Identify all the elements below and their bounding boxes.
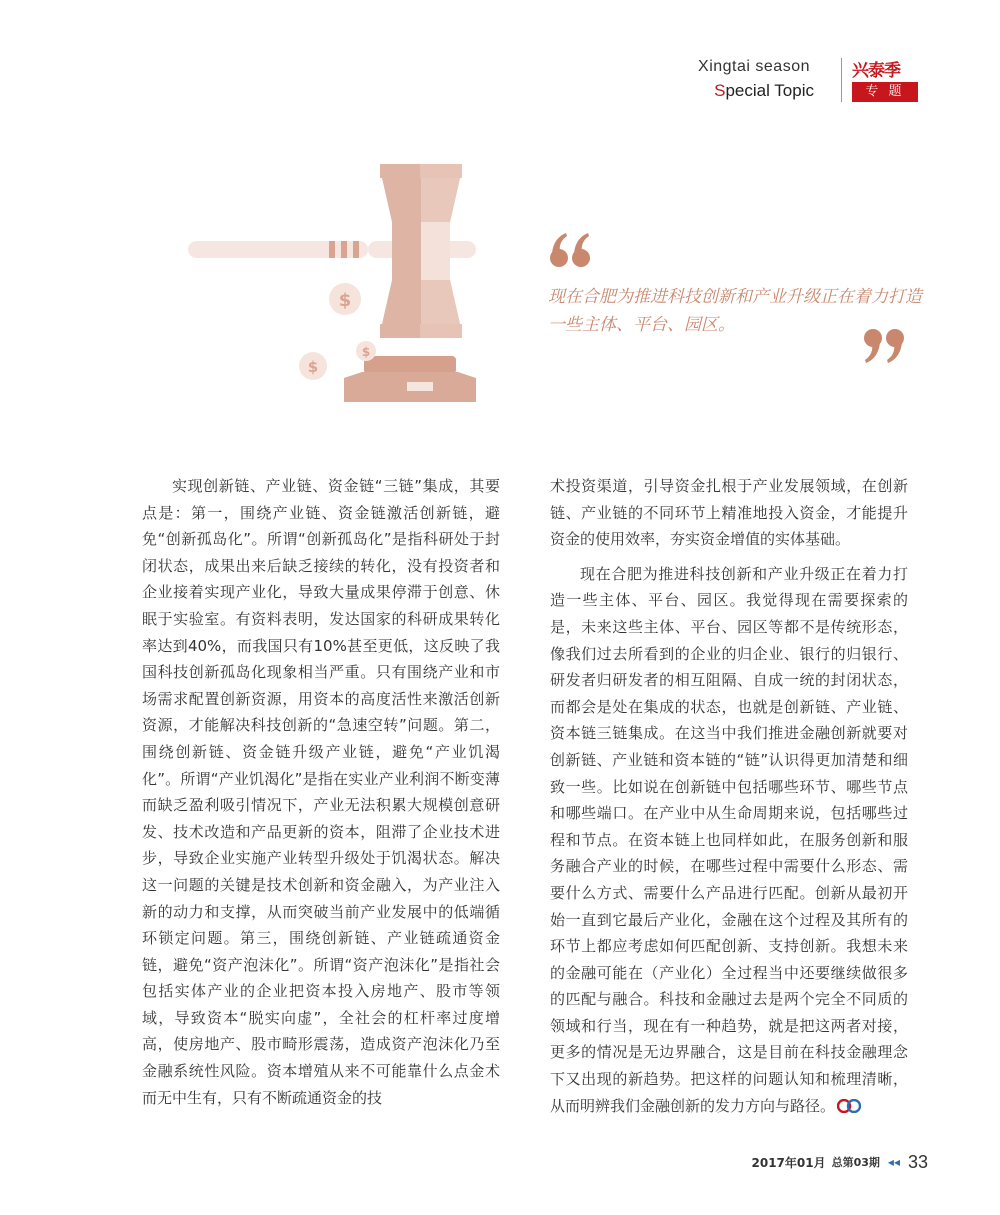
end-of-article-icon — [837, 1099, 861, 1113]
gavel-illustration — [180, 160, 490, 410]
issue-number: 总第03期 — [831, 1156, 880, 1169]
section-title-en — [714, 81, 814, 101]
section-title-first-letter: S — [714, 81, 726, 100]
page-header — [658, 56, 918, 106]
handle-stripe — [329, 241, 335, 258]
sound-block-top — [364, 356, 456, 374]
section-title-rest: pecial Topic — [725, 81, 814, 100]
handle-stripe — [341, 241, 347, 258]
article-paragraph: 实现创新链、产业链、资金链“三链”集成，其要点是：第一，围绕产业链、资金链激活创新链，避免“创新孤岛化”。所谓“创新孤岛化”是指科研处于封闭状态，成果出来后缺乏接续的转化，没有投资者和企业接着实现产业化，导致大量成果停滞于创意、休眠于实验室。有资料表明，发达国家的科研成果转化率达到40%，而我国只有10%甚至更低，这反映了我国科技创新孤岛化现象相当严重。只有围绕产业和市场需求配置创新资源，用资本的高度活性来激活创新资源，才能解决科技创新的“急速空转”问题。第二，围绕创新链、资金链升级产业链，避免“产业饥渴化”。所谓“产业饥渴化”是指在实业产业利润不断变薄而缺乏盈利吸引情况下，产业无法积累大规模创意研发、技术改造和产品更新的资本，阻滞了企业技术进步，导致企业实施产业转型升级处于饥渴状态。解决这一问题的关键是技术创新和资金融入，为产业注入新的动力和支撑，从而突破当前产业发展中的低端循环锁定问题。第三，围绕创新链、产业链疏通资金链，避免“资产泡沫化”。所谓“资产泡沫化”是指社会包括实体产业的企业把资本投入房地产、股市等领域，导致资本“脱实向虚”，全社会的杠杆率过度增高，使房地产、股市畸形震荡，造成资产泡沫化乃至金融系统性风险。资本增殖从来不可能靠什么点金术而无中生有，只有不断疏通资金的技 — [142, 477, 500, 1107]
article-paragraph-text: 现在合肥为推进科技创新和产业升级正在着力打造一些主体、平台、园区。我觉得现在需要探索的是，未来这些主体、平台、园区等都不是传统形态，像我们过去所看到的企业的归企业、银行的归银行、研发者归研发者的相互阻隔、自成一统的封闭状态，而都会是处在集成的状态，也就是创新链、产业链、资本链三链集成。在这当中我们推进金融创新就要对创新链、产业链和资本链的“链”认识得更加清楚和细致一些。比如说在创新链中包括哪些环节、哪些节点和哪些端口。在产业中从生命周期来说，包括哪些过程和节点。在资本链上也同样如此，在服务创新和服务融合产业的时候，在哪些过程中需要什么形态、需要什么方式、需要什么产品进行匹配。创新从最初开始一直到它最后产业化，金融在这个过程及其所有的环节上都应考虑如何匹配创新、支持创新。我想未来的金融可能在（产业化）全过程当中还要继续做很多的匹配与融合。科技和金融过去是两个完全不同质的领域和行当，现在有一种趋势，就是把这两者对接，更多的情况是无边界融合，这是目前在科技金融理念下又出现的新趋势。把这样的问题认知和梳理清晰，从而明辨我们金融创新的发力方向与路径。 — [550, 564, 908, 1115]
page-number: 33 — [907, 1151, 928, 1172]
header-divider — [841, 58, 842, 102]
close-quote-icon — [860, 328, 906, 364]
magazine-name-en: Xingtai season — [698, 58, 810, 75]
article-column-left — [142, 473, 500, 1111]
section-badge: 专 题 — [852, 82, 918, 102]
sound-block-label — [407, 382, 433, 391]
article-paragraph-continued: 术投资渠道，引导资金扎根于产业发展领域，在创新链、产业链的不同环节上精准地投入资金，才能提升资金的使用效率，夯实资金增值的实体基础。 — [550, 477, 908, 549]
magazine-logo: 兴泰季 — [852, 61, 900, 81]
handle-stripe — [353, 241, 359, 258]
svg-text:$: $ — [338, 290, 352, 311]
double-arrow-icon: ◂◂ — [887, 1155, 900, 1169]
pull-quote-text: 现在合肥为推进科技创新和产业升级正在着力打造一些主体、平台、园区。 — [548, 287, 922, 335]
issue-date: 2017年01月 — [751, 1155, 826, 1170]
open-quote-icon — [548, 232, 594, 268]
page-footer — [752, 1150, 929, 1174]
svg-text:$: $ — [361, 345, 371, 359]
article-column-right — [550, 473, 908, 1119]
article-paragraph — [550, 561, 908, 1119]
svg-text:$: $ — [307, 358, 319, 376]
